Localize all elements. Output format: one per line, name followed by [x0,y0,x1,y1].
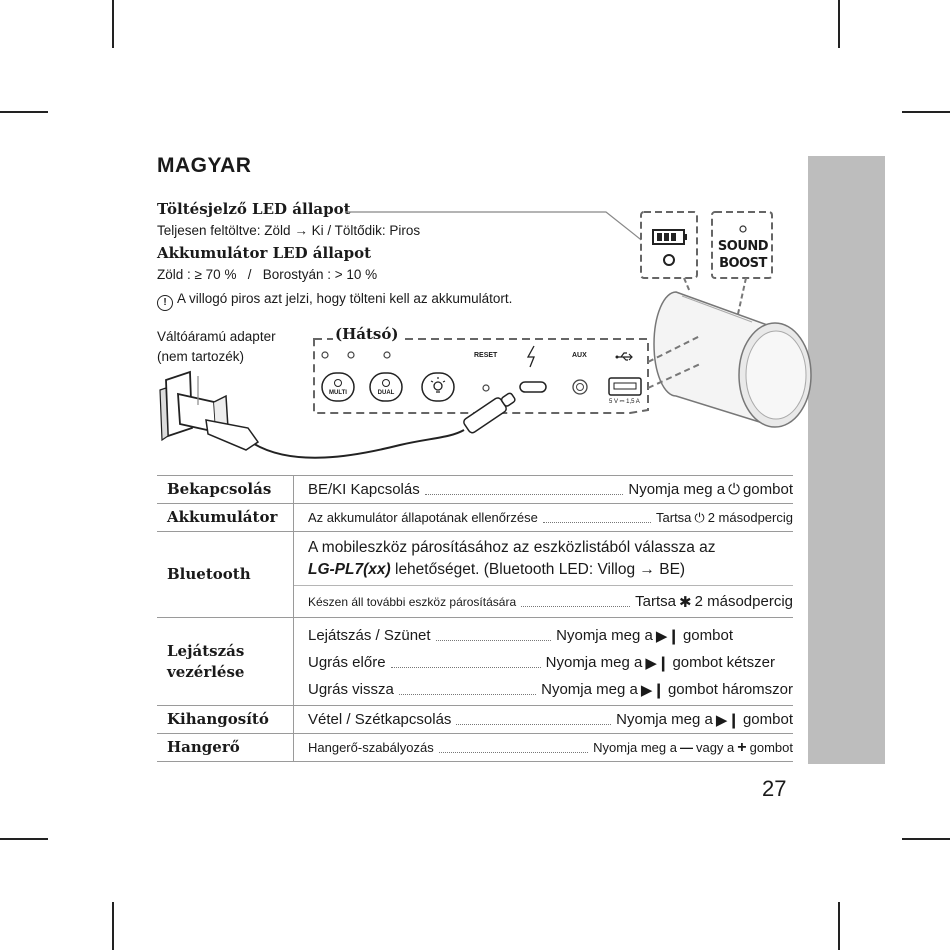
sound-boost-line1: SOUND [717,239,769,254]
category-cell: Bekapcsolás [157,476,294,504]
result-text: Nyomja meg a [628,481,726,498]
warning-icon: ! [157,295,173,311]
battery-led-text: Zöld : ≥ 70 % / Borostyán : > 10 % [157,267,378,282]
action-text: Ugrás vissza [308,681,394,698]
speaker-diagram [0,0,950,470]
suffix-text: gombot háromszor [667,681,793,698]
list-item [308,649,793,676]
controls-table [157,475,793,762]
usb-cable [248,430,464,458]
plus-icon: + [737,738,747,756]
warning-text: A villogó piros azt jelzi, hogy tölteni kell az akkumulátort. [177,291,513,306]
power-icon: ⏻ [728,481,740,498]
crop-mark [902,838,950,840]
table-row [157,706,793,734]
wall-adapter [160,372,258,450]
sound-boost-led [740,226,746,232]
action-text: Hangerő-szabályozás [308,740,434,755]
sound-boost-label [717,238,769,272]
result-text: Nyomja meg a [545,654,643,671]
action-text: Ugrás előre [308,654,386,671]
table-row [157,532,793,586]
charge-bolt-icon [528,346,534,367]
description-cell [294,476,794,504]
action-text: Lejátszás / Szünet [308,627,431,644]
action-text: Vétel / Szétkapcsolás [308,711,452,728]
table-row [157,504,793,532]
bluetooth-line2-rest: lehetőséget. (Bluetooth LED: Villog → BE) [390,561,686,578]
suffix-text: 2 másodpercig [707,510,793,525]
table-row [157,476,793,504]
bluetooth-icon: ✱ [679,593,692,611]
action-text: Az akkumulátor állapotának ellenőrzése [308,510,538,525]
charge-led-title: Töltésjelző LED állapot [157,200,351,218]
result-text: Nyomja meg a [556,627,653,644]
action-text: Készen áll további eszköz párosítására [308,594,517,609]
suffix-text: 2 másodpercig [694,593,793,610]
usb-rating: 5 V ⎓ 1,5 A [609,399,640,405]
suffix-text: gombot [749,740,793,755]
dual-label: DUAL [377,390,395,396]
play-pause-icon: ▶❙ [640,681,665,699]
result-text: Tartsa [635,593,677,610]
crop-mark [838,902,840,950]
usb-c-plug [462,390,517,435]
list-item [308,676,793,703]
minus-icon: — [679,740,693,755]
category-cell: Hangerő [157,734,294,762]
bluetooth-line2 [308,559,793,581]
speaker-body [654,292,811,427]
description-cell [294,532,794,586]
category-cell: Akkumulátor [157,504,294,532]
play-pause-icon: ▶❙ [645,654,670,672]
charge-led-text: Teljesen feltöltve: Zöld → Ki / Töltődik: Piros [157,223,421,238]
result-text: Tartsa [656,510,692,525]
battery-led-title: Akkumulátor LED állapot [157,244,372,262]
mid-text: vagy a [695,740,735,755]
category-cell: Kihangosító [157,706,294,734]
suffix-text: gombot kétszer [672,654,775,671]
description-cell [294,618,794,706]
description-cell [294,706,794,734]
result-text: Nyomja meg a [593,740,677,755]
crop-mark [0,838,48,840]
bluetooth-line1: A mobileszköz párosításához az eszközlistából válassza az [308,539,716,556]
power-icon: ⏻ [694,509,705,525]
usb-icon [617,353,632,360]
suffix-text: gombot [742,481,793,498]
result-text: Nyomja meg a [616,711,713,728]
usb-c-port [520,382,546,392]
description-cell [294,586,794,618]
category-cell: Bluetooth [157,532,294,618]
page-heading: MAGYAR [157,154,252,177]
charge-led [664,255,674,265]
description-cell [294,504,794,532]
description-cell [294,734,794,762]
reset-hole [483,385,489,391]
multi-label: MULTI [329,390,347,396]
page-number: 27 [762,776,787,801]
suffix-text: gombot [742,711,793,728]
table-row [157,734,793,762]
model-name: LG-PL7(xx) [308,561,391,578]
adapter-label-line2: (nem tartozék) [157,349,245,364]
list-item [308,622,793,649]
crop-mark [112,902,114,950]
aux-label: AUX [572,352,587,359]
category-cell: Lejátszás vezérlése [157,618,294,706]
charge-leader-line [345,212,664,258]
suffix-text: gombot [682,627,733,644]
play-pause-icon: ▶❙ [715,711,740,729]
result-text: Nyomja meg a [541,681,638,698]
action-text: BE/KI Kapcsolás [308,481,420,498]
reset-label: RESET [474,352,498,359]
sound-boost-line2: BOOST [719,256,767,271]
adapter-label-line1: Váltóáramú adapter [157,329,276,344]
back-panel-outline [314,339,648,413]
back-label: (Hátsó) [335,325,399,343]
table-row [157,618,793,706]
play-pause-icon: ▶❙ [655,627,680,645]
